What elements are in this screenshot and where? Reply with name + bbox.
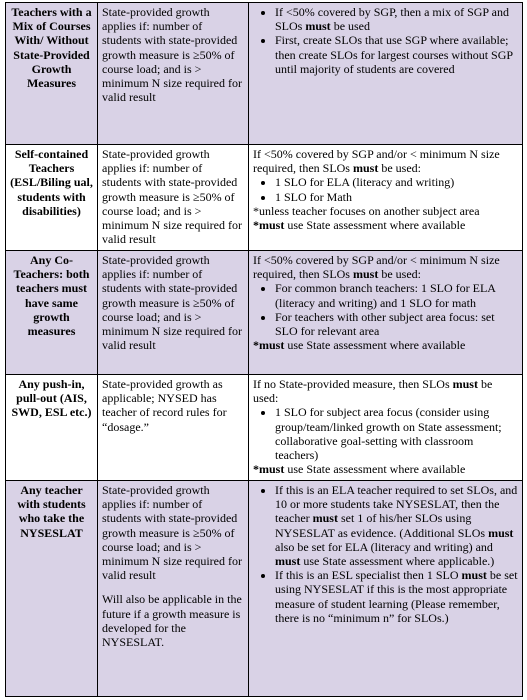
slo-rule-list (253, 483, 518, 625)
list-item: • 1 SLO for ELA (literacy and writing) (275, 175, 518, 189)
growth-rule-cell: State-provided growth applies if: number of students with state-provided growth measure is ≥50% of course load; and is > minimum N size required for valid result (98, 251, 249, 375)
slo-rule-cell (249, 251, 523, 375)
teacher-type-cell: Any push-in, pull-out (AIS, SWD, ESL etc.) (6, 375, 98, 481)
teacher-type-cell: Self-contained Teachers (ESL/Biling ual, students with disabilities) (6, 145, 98, 251)
slo-rule-intro: If no State-provided measure, then SLOs must be used: (253, 377, 493, 406)
table-row (6, 3, 523, 145)
list-item: • If this is an ELA teacher required to set SLOs, and 10 or more students take NYSESLAT, then the teacher must set 1 of his/her SLOs using NYSESLAT as evidence. (Additional SLOs must also be set for ELA (literacy and writing) and must use State assessment where applicable.) (275, 483, 518, 568)
footnote: *must use State assessment where available (253, 338, 466, 353)
slo-rule-intro: If <50% covered by SGP and/or < minimum N size required, then SLOs must be used: (253, 147, 500, 176)
table-row (6, 481, 523, 697)
list-item: • For common branch teachers: 1 SLO for ELA (literacy and writing) and 1 SLO for math (275, 281, 518, 309)
slo-rule-list (253, 175, 518, 203)
table-row (6, 375, 523, 481)
slo-rule-list (253, 405, 518, 462)
list-item: • If <50% covered by SGP, then a mix of SGP and SLOs must be used (275, 5, 518, 33)
footnote: *must use State assessment where available (253, 462, 466, 477)
growth-rule-cell: State-provided growth as applicable; NYSED has teacher of record rules for “dosage.” (98, 375, 249, 481)
list-item: • If this is an ESL specialist then 1 SLO must be set using NYSESLAT if this is the most appropriate measure of student learning (Please remember, there is no “minimum n” for SLOs.) (275, 568, 518, 625)
growth-rule-cell: State-provided growth applies if: number of students with state-provided growth measure is ≥50% of course load; and is > minimum N size required for valid result (98, 145, 249, 251)
slo-rule-cell (249, 145, 523, 251)
growth-rule-cell (98, 481, 249, 697)
list-item: • 1 SLO for Math (275, 190, 518, 204)
slo-rule-list (253, 281, 518, 338)
teacher-type-cell: Teachers with a Mix of Courses With/ Without State-Provided Growth Measures (6, 3, 98, 145)
table-row (6, 145, 523, 251)
footnote: *must use State assessment where available (253, 218, 466, 233)
growth-rule-text: State-provided growth applies if: number of students with state-provided growth measure is ≥50% of course load; and is > minimum N size required for valid result (102, 483, 242, 583)
list-item: • For teachers with other subject area focus: set SLO for relevant area (275, 310, 518, 338)
slo-rule-cell (249, 481, 523, 697)
teacher-type-cell: Any teacher with students who take the NYSESLAT (6, 481, 98, 697)
slo-rule-list (253, 5, 518, 76)
list-item: • First, create SLOs that use SGP where available; then create SLOs for largest courses without SGP until majority of students are covered (275, 33, 518, 76)
teacher-type-cell: Any Co-Teachers: both teachers must have same growth measures (6, 251, 98, 375)
list-item: • 1 SLO for subject area focus (consider using group/team/linked growth on State assessment; collaborative goal-setting with classroom teachers) (275, 405, 518, 462)
slo-rule-cell (249, 3, 523, 145)
slo-rule-cell (249, 375, 523, 481)
slo-requirements-table (5, 2, 523, 697)
growth-rule-future: Will also be applicable in the future if a growth measure is developed for the NYSESLAT. (102, 592, 242, 650)
table-row (6, 251, 523, 375)
slo-rule-intro: If <50% covered by SGP and/or < minimum N size required, then SLOs must be used: (253, 253, 500, 282)
footnote: *unless teacher focuses on another subject area (253, 203, 480, 218)
growth-rule-cell: State-provided growth applies if: number of students with state-provided growth measure is ≥50% of course load; and is > minimum N size required for valid result (98, 3, 249, 145)
